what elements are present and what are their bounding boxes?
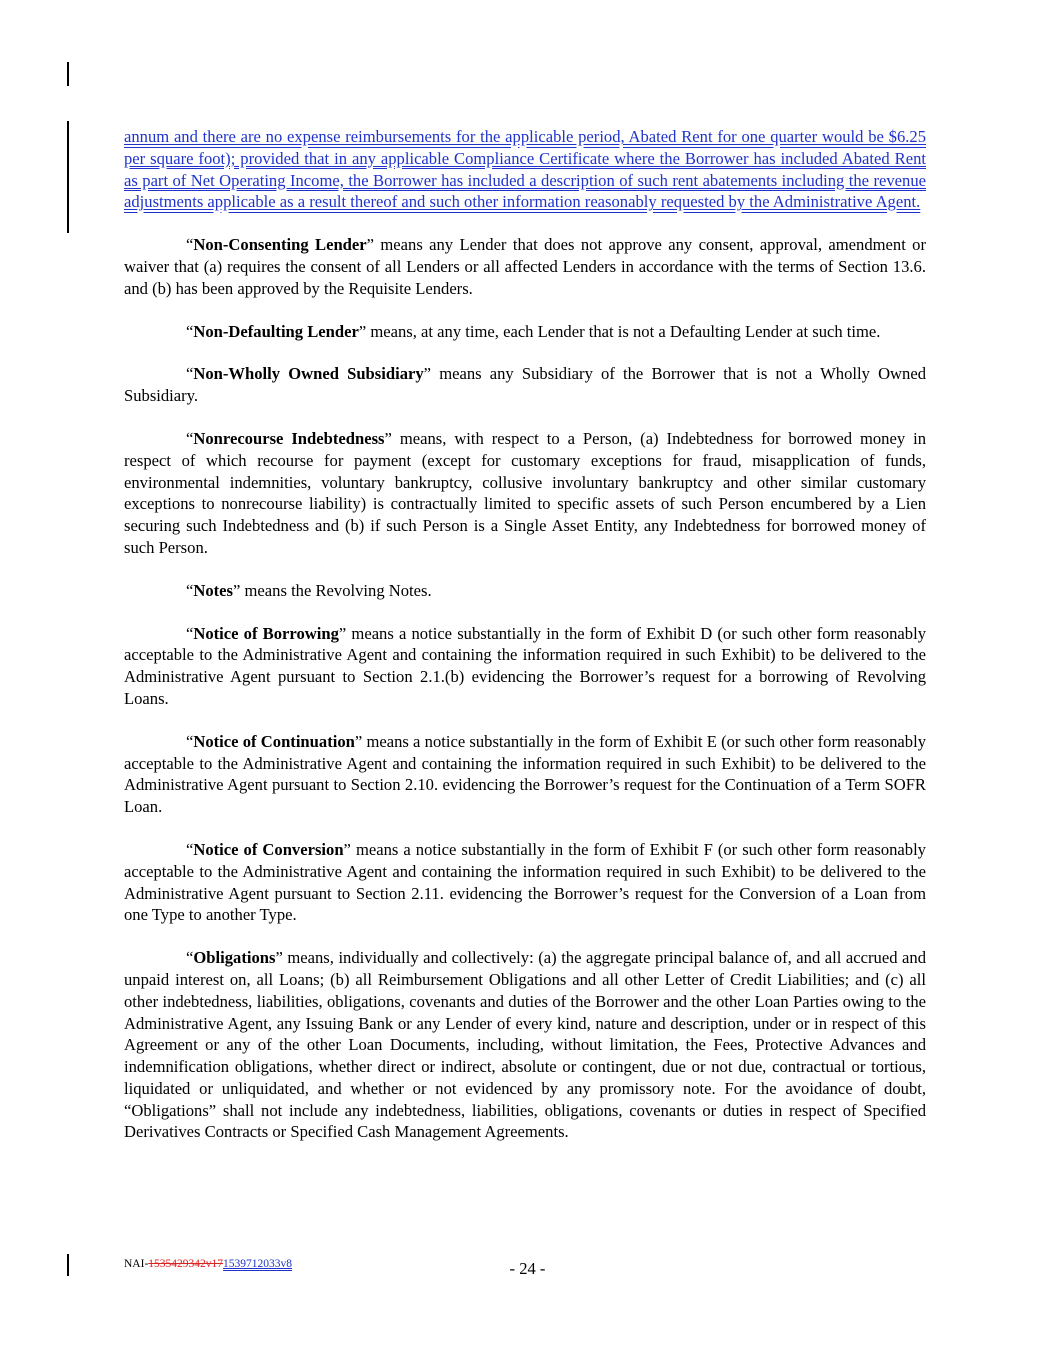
definition-non-defaulting-lender: “Non-Defaulting Lender” means, at any time, each Lender that is not a Defaulting Lender at such time.: [186, 321, 881, 341]
definition-text: ” means the Revolving Notes.: [233, 580, 432, 600]
definition-notice-of-conversion: “Notice of Conversion” means a notice substantially in the form of Exhibit F (or such other form reasonably acceptable to the Administrative Agent and containing the information required in such Exhibit) to be delivered to the Administrative Agent pursuant to Section 2.11. evidencing the Borrower’s request for the Conversion of a Loan from one Type to another Type.: [124, 839, 926, 925]
definition-text: ” means a notice substantially in the form of Exhibit D (or such other form reasonably acceptable to the Administrative Agent and containing the information required in such Exhibit) to be delivered to the Administrative Agent pursuant to Section 2.1.(b) evidencing the Borrower’s request for a borrowing of Revolving Loans.: [124, 623, 926, 708]
definition-obligations: “Obligations” means, individually and collectively: (a) the aggregate principal balance of, and all accrued and unpaid interest on, all Loans; (b) all Reimbursement Obligations and all other Letter of Credit Liabilities; and (c) all other indebtedness, liabilities, obligations, covenants and duties of the Borrower and the other Loan Parties owing to the Administrative Agent, any Issuing Bank or any Lender of every kind, nature and description, under or in respect of this Agreement or any of the other Loan Documents, including, without limitation, the Fees, Protective Advances and indemnification obligations, whether direct or indirect, absolute or contingent, due or not due, contractual or tortious, liquidated or unliquidated, and whether or not evidenced by any promissory note. For the avoidance of doubt, “Obligations” shall not include any indebtedness, liabilities, obligations, covenants or duties in respect of Specified Derivatives Contracts or Specified Cash Management Agreements.: [124, 948, 926, 1142]
defined-term: Nonrecourse Indebtedness: [193, 428, 385, 448]
defined-term: Notice of Continuation: [193, 731, 355, 751]
definition-text: ” means, with respect to a Person, (a) Indebtedness for borrowed money in respect of which recourse for payment (except for customary exceptions for fraud, misapplication of funds, environmental indemnities, voluntary bankruptcy, collusive involuntary bankruptcy and other similar customary exceptions to nonrecourse liability) is contractually limited to specific assets of such Person encumbered by a Lien securing such Indebtedness and (b) if such Person is a Single Asset Entity, any Indebtedness for borrowed money of such Person.: [124, 428, 926, 557]
definition-non-consenting-lender: “Non-Consenting Lender” means any Lender that does not approve any consent, approval, amendment or waiver that (a) requires the consent of all Lenders or all affected Lenders in accordance with the terms of Section 13.6. and (b) has been approved by the Requisite Lenders.: [124, 235, 926, 298]
definition-text: ” means, individually and collectively: (a) the aggregate principal balance of, and all accrued and unpaid interest on, all Loans; (b) all Reimbursement Obligations and all other Letter of Credit Liabilities; and (c) all other indebtedness, liabilities, obligations, covenants and duties of the Borrower and the other Loan Parties owing to the Administrative Agent, any Issuing Bank or any Lender of every kind, nature and description, under or in respect of this Agreement or any of the other Loan Documents, including, without limitation, the Fees, Protective Advances and indemnification obligations, whether direct or indirect, absolute or contingent, due or not due, contractual or tortious, liquidated or unliquidated, and whether or not evidenced by any promissory note. For the avoidance of doubt, “Obligations” shall not include any indebtedness, liabilities, obligations, covenants or duties in respect of Specified Derivatives Contracts or Specified Cash Management Agreements.: [124, 948, 926, 1142]
definition-text: ” means any Subsidiary of the Borrower that is not a Wholly Owned Subsidiary.: [124, 364, 926, 406]
document-body: [124, 126, 926, 1164]
defined-term: Non-Defaulting Lender: [193, 321, 359, 341]
document-id-prefix: NAI-: [124, 1258, 149, 1270]
definition-nonrecourse-indebtedness: “Nonrecourse Indebtedness” means, with respect to a Person, (a) Indebtedness for borrowed money in respect of which recourse for payment (except for customary exceptions for fraud, misapplication of funds, environmental indemnities, voluntary bankruptcy, collusive involuntary bankruptcy and other similar customary exceptions to nonrecourse liability) is contractually limited to specific assets of such Person encumbered by a Lien securing such Indebtedness and (b) if such Person is a Single Asset Entity, any Indebtedness for borrowed money of such Person.: [124, 428, 926, 557]
change-bar-intro: [67, 121, 69, 233]
defined-term: Obligations: [193, 948, 276, 968]
definition-text: ” means any Lender that does not approve any consent, approval, amendment or waiver that (a) requires the consent of all Lenders or all affected Lenders in accordance with the terms of Section 13.6. and (b) has been approved by the Requisite Lenders.: [124, 235, 926, 298]
definition-notice-of-borrowing: “Notice of Borrowing” means a notice substantially in the form of Exhibit D (or such other form reasonably acceptable to the Administrative Agent and containing the information required in such Exhibit) to be delivered to the Administrative Agent pursuant to Section 2.1.(b) evidencing the Borrower’s request for a borrowing of Revolving Loans.: [124, 623, 926, 708]
definition-text: ” means a notice substantially in the form of Exhibit F (or such other form reasonably acceptable to the Administrative Agent and containing the information required in such Exhibit) to be delivered to the Administrative Agent pursuant to Section 2.11. evidencing the Borrower’s request for the Conversion of a Loan from one Type to another Type.: [124, 839, 926, 925]
defined-term: Non-Consenting Lender: [193, 235, 367, 255]
defined-term: Notice of Conversion: [193, 839, 344, 859]
page-number: - 24 -: [509, 1259, 546, 1278]
definition-non-wholly-owned-subsidiary: “Non-Wholly Owned Subsidiary” means any Subsidiary of the Borrower that is not a Wholly Owned Subsidiary.: [124, 364, 926, 406]
defined-term: Notes: [193, 580, 234, 600]
definition-notes: “Notes” means the Revolving Notes.: [186, 580, 432, 600]
definition-text: ” means a notice substantially in the form of Exhibit E (or such other form reasonably acceptable to the Administrative Agent and containing the information required in such Exhibit) to be delivered to the Administrative Agent pursuant to Section 2.10. evidencing the Borrower’s request for the Continuation of a Term SOFR Loan.: [124, 731, 926, 817]
intro-paragraph: [124, 126, 926, 213]
defined-term: Non-Wholly Owned Subsidiary: [193, 364, 424, 384]
inserted-text: annum and there are no expense reimbursements for the applicable period, Abated Rent for one quarter would be $6.25 per square foot); provided that in any applicable Compliance Certificate where the Borrower has included Abated Rent as part of Net Operating Income, the Borrower has included a description of such rent abatements including the revenue adjustments applicable as a result thereof and such other information reasonably requested by the Administrative Agent.: [124, 127, 926, 212]
change-bar-top: [67, 62, 69, 86]
inserted-document-id: 1539712033v8: [223, 1258, 293, 1270]
definition-notice-of-continuation: “Notice of Continuation” means a notice substantially in the form of Exhibit E (or such other form reasonably acceptable to the Administrative Agent and containing the information required in such Exhibit) to be delivered to the Administrative Agent pursuant to Section 2.10. evidencing the Borrower’s request for the Continuation of a Term SOFR Loan.: [124, 731, 926, 817]
defined-term: Notice of Borrowing: [193, 623, 339, 643]
definition-text: ” means, at any time, each Lender that is not a Defaulting Lender at such time.: [358, 321, 881, 341]
deleted-document-id: 1535429342v17: [148, 1258, 224, 1270]
